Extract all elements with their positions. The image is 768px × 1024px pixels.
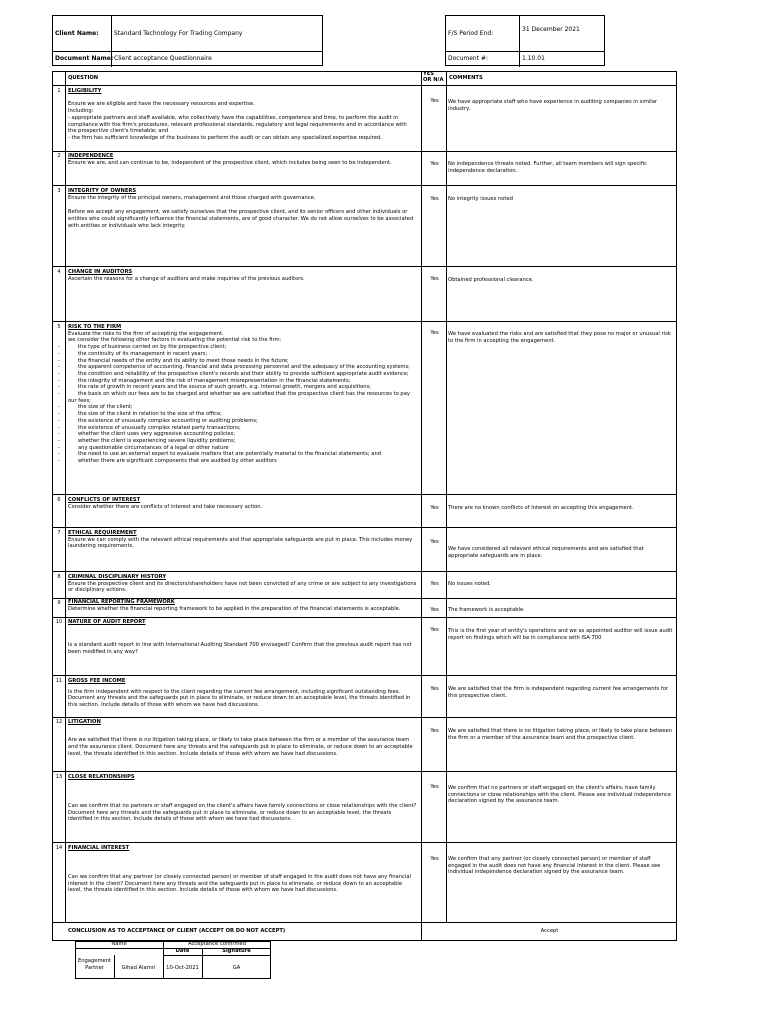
yes-value: Yes [430,784,439,790]
question-risk-to-the-firm: RISK TO THE FIRM Evaluate the risks to the firm of accepting the engagement. we consider the following other factors in evaluating the potential risk to the firm: - the type of business carried on by the prospective client; - the continuity of its management in recent years; - the financial needs of the entity and its ability to meet those needs in the future; - the apparent competence of accounting, financial and data processing personnel and the adequacy of the accounting systems; - the condition and reliability of the prospective client's records and their ability to provide sufficient appropriate audit evidence; - the integrity of management and the risk of management misrepresentation in the financial statements; - the rate of growth in recent years and the source of such growth, e.g. internal growth, mergers and acquisitions; - the basis on which our fees are to be charged and whether we are satisfied that the prospective client has the resources to pay our fees; - the size of the client; - the size of the client in relation to the size of the office; - the existence of unusually complex accounting or auditing problems; - the existence of unusually complex related party transactions; - whether the client uses very aggressive accounting policies; - whether the client is experiencing severe liquidity problems; - any questionable circumstances of a legal or other nature - the need to use an external expert to evaluate matters that are potentially material to the financial statements; and - whether there are significant components that are audited by other auditors [68,324,420,465]
row-number: 8 [57,574,61,580]
question-ethical-requirement: ETHICAL REQUIREMENT Ensure we can comply with the relevant ethical requirements and that appropriate safeguards are put in place. This includes money laundering requirements. [68,530,413,550]
signoff-signature-header: Signature [222,948,251,954]
question-financial-interest: FINANCIAL INTEREST Can we confirm that any partner (or closely connected person) or member of staff engaged in the audit does not have any financial interest in the client? Document here any threats and the safeguards put in place to eliminate, or reduce down to an acceptable level, the threats identified in this section. Include details of those with whom we have had discussions. [68,845,411,894]
col-comment-divider [446,71,447,922]
row-number: 13 [55,774,63,780]
conclusion-value: Accept [540,928,559,934]
yes-value: Yes [430,276,439,282]
comment: No integrity issues noted [448,196,513,202]
signoff-partner-name: Gihad Alamri [121,965,156,971]
yes-value: Yes [430,161,439,167]
row-number: 6 [57,497,61,503]
yes-value: Yes [430,627,439,633]
question-litigation: LITIGATION Are we satisfied that there is no litigation taking place, or likely to take place between the firm or a member of the assurance team and the assurance client. Document here any threats and the safeguards put in place to eliminate, or reduce down to an acceptable level, the threats identified in this section. Include details of those with whom we have had discussions. [68,719,413,757]
question-independence: INDEPENDENCE Ensure we are, and can continue to be, independent of the prospective client, which includes being seen to be independent. [68,153,392,166]
row-number: 14 [55,845,63,851]
client-name-label: Client Name: [55,30,99,37]
document-number-label: Document #: [448,55,489,62]
signoff-date: 10-Oct-2021 [166,965,199,971]
row-number: 1 [57,88,61,94]
comment: The framework is acceptable. [448,607,525,613]
col-header-question: QUESTION [68,75,99,81]
document-number-value: 1.10.01 [522,55,545,62]
comment: There are no known conflicts of interest on accepting this engagement. [448,505,634,511]
yes-value: Yes [430,581,439,587]
yes-value: Yes [430,539,439,545]
question-financial-reporting-framework: FINANCIAL REPORTING FRAMEWORK Determine whether the financial reporting framework to be applied in the preparation of the financial statements is acceptable. [68,599,401,612]
signoff-acceptance-header: Acceptance confirmed [188,941,246,947]
comment: We are satisfied that the firm is independent regarding current fee arrangements for this prospective client. [448,686,669,699]
client-name-value: Standard Technology For Trading Company [114,30,243,37]
comment: We have considered all relevant ethical requirements and are satisfied that appropriate safeguards are in place. [448,546,644,559]
yes-value: Yes [430,196,439,202]
signoff-name-header: Name [111,941,127,947]
row-number: 3 [57,188,61,194]
comment: We confirm that no partners or staff engaged on the client's affairs, have family connections or close relationships with the client. Please see individual independence declaration signed by the assurance team. [448,785,671,805]
document-name-value: Client acceptance Questionnaire [114,55,212,62]
document-name-label: Document Name: [55,55,114,62]
row-number: 7 [57,530,61,536]
question-eligibility: ELIGIBILITY Ensure we are eligible and have the necessary resources and expertise. Including: - appropriate partners and staff available, who collectively have the capabilities, competence and time, to perform the audit in compliance with the firm's procedures, relevant professional standards, regulatory and legal requirements and in accordance with the prospective client's timetable; and - the firm has sufficient knowledge of the business to perform the audit or can obtain any specialized expertise required. [68,88,420,142]
comment: We are satisfied that there is no litigation taking place, or likely to take place between the firm or a member of the assurance team and the prospective client. [448,728,672,741]
question-nature-of-audit-report: NATURE OF AUDIT REPORT Is a standard audit report in line with International Auditing Standard 700 envisaged? Confirm that the previous audit report has not been modified in any way? [68,619,412,655]
yes-value: Yes [430,856,439,862]
comment: No issues noted. [448,581,492,587]
question-title: ELIGIBILITY [68,88,102,94]
period-value: 31 December 2021 [522,26,580,33]
col-yes-divider [421,71,422,941]
comment: We have evaluated the risks and are satisfied that they pose no major or unusual risk to the firm in accepting the engagement. [448,331,671,344]
yes-value: Yes [430,607,439,613]
yes-value: Yes [430,728,439,734]
comment: No independence threats noted. Further, all team members will sign specific independence declaration. [448,161,647,174]
comment: We have appropriate staff who have experience in auditing companies in similar industry. [448,99,658,112]
yes-value: Yes [430,505,439,511]
yes-value: Yes [430,330,439,336]
row-number: 4 [57,269,61,275]
row-number: 9 [57,600,61,606]
signoff-role: Engagement Partner [77,958,112,971]
question-conflicts-of-interest: CONFLICTS OF INTEREST Consider whether there are conflicts of interest and take necessary action. [68,497,263,510]
row-number: 5 [57,324,61,330]
period-label: F/S Period End: [448,30,494,37]
col-header-yes: YES OR N/A [423,71,444,83]
question-gross-fee-income: GROSS FEE INCOME Is the firm independent with respect to the client regarding the current fee arrangement, including significant outstanding fees. Document any threats and the safeguards put in place to eliminate, or reduce down to an acceptable level, the threats identified in this section. Include details of those with whom we have had discussions. [68,678,411,709]
yes-value: Yes [430,98,439,104]
col-header-comments: COMMENTS [449,75,483,81]
signoff-date-header: Date [175,948,190,954]
comment: This is the first year of entity's operations and we as appointed auditor will issue audit report on findings which will be in compliance with ISA 700 [448,628,673,641]
signoff-signature: GA [232,965,241,971]
conclusion-label: CONCLUSION AS TO ACCEPTANCE OF CLIENT (ACCEPT OR DO NOT ACCEPT) [68,928,286,934]
row-number: 10 [55,619,63,625]
yes-value: Yes [430,686,439,692]
comment: Obtained professional clearance. [448,277,534,283]
row-number: 2 [57,153,61,159]
question-criminal-disciplinary-history: CRIMINAL DISCIPLINARY HISTORY Ensure the prospective client and its directors/shareholders have not been convicted of any crime or are subject to any investigations or disciplinary actions. [68,574,417,594]
question-integrity-of-owners: INTEGRITY OF OWNERS Ensure the integrity of the principal owners, management and those charged with governance. Before we accept any engagement, we satisfy ourselves that the prospective client, and its senior officers and other individuals or entities who could significantly influence the financial statements, are of good character. We do not allow ourselves to be associated with entities or individuals who lack integrity. [68,188,414,229]
col-num-divider [65,71,66,922]
comment: We confirm that any partner (or closely connected person) or member of staff engaged in the audit does not have any financial interest in the client. Please see individual independence declaration signed by the assurance team. [448,856,661,876]
row-number: 12 [55,719,63,725]
row-number: 11 [55,678,63,684]
question-change-in-auditors: CHANGE IN AUDITORS Ascertain the reasons for a change of auditors and make inquiries of the previous auditors. [68,269,305,282]
question-close-relationships: CLOSE RELATIONSHIPS Can we confirm that no partners or staff engaged on the client's affairs have family connections or close relationships with the client? Document here any threats and the safeguards put in place to eliminate, or reduce down to an acceptable level, the threats identified in this section. Include details of those with whom we have had discussions. [68,774,417,823]
